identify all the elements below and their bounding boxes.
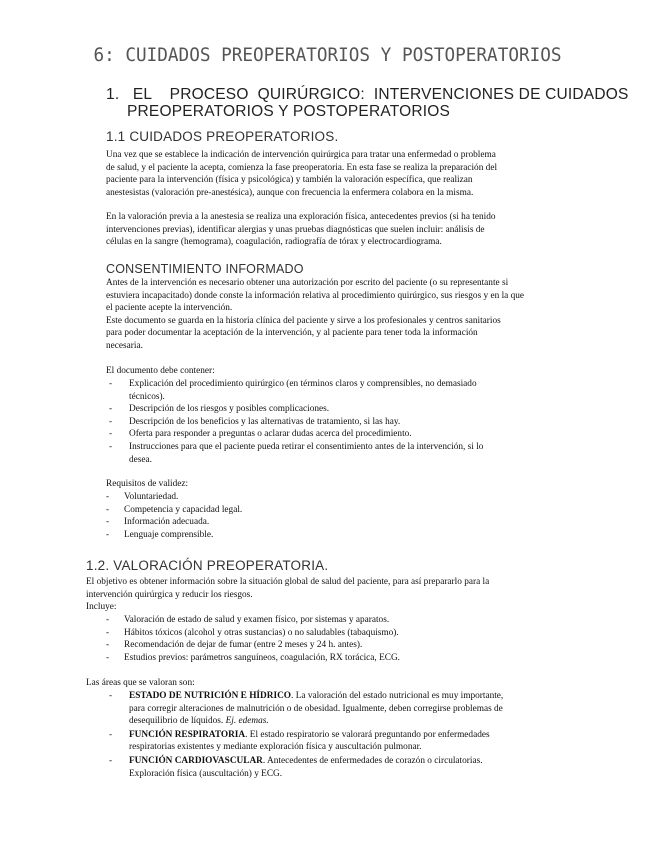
list-item: - Recomendación de dejar de fumar (entre 2 meses y 24 h. antes).: [106, 640, 363, 651]
section-1-heading-line-2: PREOPERATORIOS Y POSTOPERATORIOS: [127, 103, 451, 120]
list-item: - Explicación del procedimiento quirúrgico (en términos claros y comprensibles, no demasiado técnicos).: [109, 379, 477, 402]
list-item: - Oferta para responder a preguntas o aclarar dudas acerca del procedimiento.: [109, 429, 412, 440]
list-item: - Hábitos tóxicos (alcohol y otras sustancias) o no saludables (tabaquismo).: [106, 627, 399, 638]
paragraph-line: anestesistas (valoración pre-anestésica), aunque con frecuencia la enfermera colabora en la misma.: [106, 187, 474, 198]
list-item: - Estudios previos: parámetros sanguíneos, coagulación, RX torácica, ECG.: [106, 652, 400, 663]
document-title: 6: CUIDADOS PREOPERATORIOS Y POSTOPERATORIOS: [93, 44, 562, 66]
paragraph-preoperative-intro: [106, 149, 558, 199]
paragraph-line: intervenciones previas), identificar alergias y unas pruebas diagnósticas que suelen incluir: análisis de: [106, 224, 485, 235]
paragraph-line: estuviera incapacitado) donde conste la información relativa al procedimiento quirúrgico, sus riesgos y en la que: [106, 290, 525, 301]
list-item: - Descripción de los riesgos y posibles complicaciones.: [109, 404, 330, 415]
list-item: - Descripción de los beneficios y las alternativas de tratamiento, si las hay.: [109, 416, 401, 427]
paragraph-line: intervención quirúrgica y reducir los riesgos.: [86, 589, 253, 600]
informed-consent-heading: CONSENTIMIENTO INFORMADO: [106, 262, 304, 276]
paragraph-line: necesaria.: [106, 340, 143, 351]
subsection-1-2-heading: 1.2. VALORACIÓN PREOPERATORIA.: [86, 558, 329, 573]
paragraph-line: Incluye:: [86, 602, 117, 613]
paragraph-line: Una vez que se establece la indicación de intervención quirúrgica para tratar una enfermedad o problema: [106, 150, 496, 160]
paragraph-line: para poder documentar la aceptación de la intervención, y al paciente para tener toda la información: [106, 328, 478, 339]
list-item: - Competencia y capacidad legal.: [106, 504, 243, 515]
list-item: - Información adecuada.: [106, 517, 210, 528]
paragraph-anesthesia-assessment: [106, 211, 558, 249]
paragraph-line: El objetivo es obtener información sobre la situación global de salud del paciente, para así prepararlo para la: [86, 577, 490, 587]
paragraph-informed-consent: [106, 277, 566, 353]
list-item: - Instrucciones para que el paciente pueda retirar el consentimiento antes de la intervención, si lo desea.: [109, 441, 484, 465]
list-item: - Voluntariedad.: [106, 492, 179, 502]
validity-requirements-list: [106, 491, 406, 541]
section-1-heading-line-1: 1. EL PROCESO QUIRÚRGICO: INTERVENCIONES DE CUIDADOS: [106, 86, 629, 103]
area-title: ESTADO DE NUTRICIÓN E HÍDRICO: [129, 691, 292, 701]
consent-contents-list: [109, 378, 549, 466]
list-item: - FUNCIÓN RESPIRATORIA. El estado respiratorio se valorará preguntando por enfermedades respiratorias existentes y mediante exploración física y auscultación pulmonar.: [109, 729, 490, 753]
list-item: - Valoración de estado de salud y examen físico, por sistemas y aparatos.: [106, 615, 390, 625]
area-title: FUNCIÓN CARDIOVASCULAR: [129, 755, 263, 766]
paragraph-line: de salud, y el paciente la acepta, comienza la fase preoperatoria. En esta fase se realiza la preparación del: [106, 162, 498, 173]
paragraph-line: Antes de la intervención es necesario obtener una autorización por escrito del paciente (o su representante si: [106, 278, 509, 288]
paragraph-line: paciente para la intervención (física y psicológica) y también la valoración específica, que realizan: [106, 175, 473, 186]
section-1-heading: [106, 86, 629, 120]
assessed-areas-list: [109, 690, 569, 780]
paragraph-line: Este documento se guarda en la historia clínica del paciente y sirve a los profesionales y centros sanitarios: [106, 315, 501, 326]
areas-intro: Las áreas que se valoran son:: [86, 678, 195, 688]
subsection-1-1-heading: 1.1 CUIDADOS PREOPERATORIOS.: [106, 129, 339, 144]
area-title: FUNCIÓN RESPIRATORIA: [129, 729, 246, 740]
list-item: - Lenguaje comprensible.: [106, 529, 214, 540]
contents-intro: El documento debe contener:: [106, 366, 215, 376]
paragraph-preoperative-assessment: [86, 576, 556, 614]
list-item: - ESTADO DE NUTRICIÓN E HÍDRICO. La valoración del estado nutricional es muy importante, para corregir alteraciones de malnutrición o de obesidad. Igualmente, deben corregirse problemas de desequilibrio de líquidos. Ej. edemas.: [109, 691, 504, 727]
includes-list: [106, 614, 526, 664]
paragraph-line: el paciente acepte la intervención.: [106, 303, 233, 314]
list-item: - FUNCIÓN CARDIOVASCULAR. Antecedentes de enfermedades de corazón o circulatorias. Exploración física (auscultación) y ECG.: [109, 755, 483, 779]
paragraph-line: células en la sangre (hemograma), coagulación, radiografía de tórax y electrocardiograma.: [106, 237, 442, 248]
validity-intro: Requisitos de validez:: [106, 479, 189, 489]
paragraph-line: En la valoración previa a la anestesia se realiza una exploración física, antecedentes previos (si ha tenido: [106, 212, 496, 222]
